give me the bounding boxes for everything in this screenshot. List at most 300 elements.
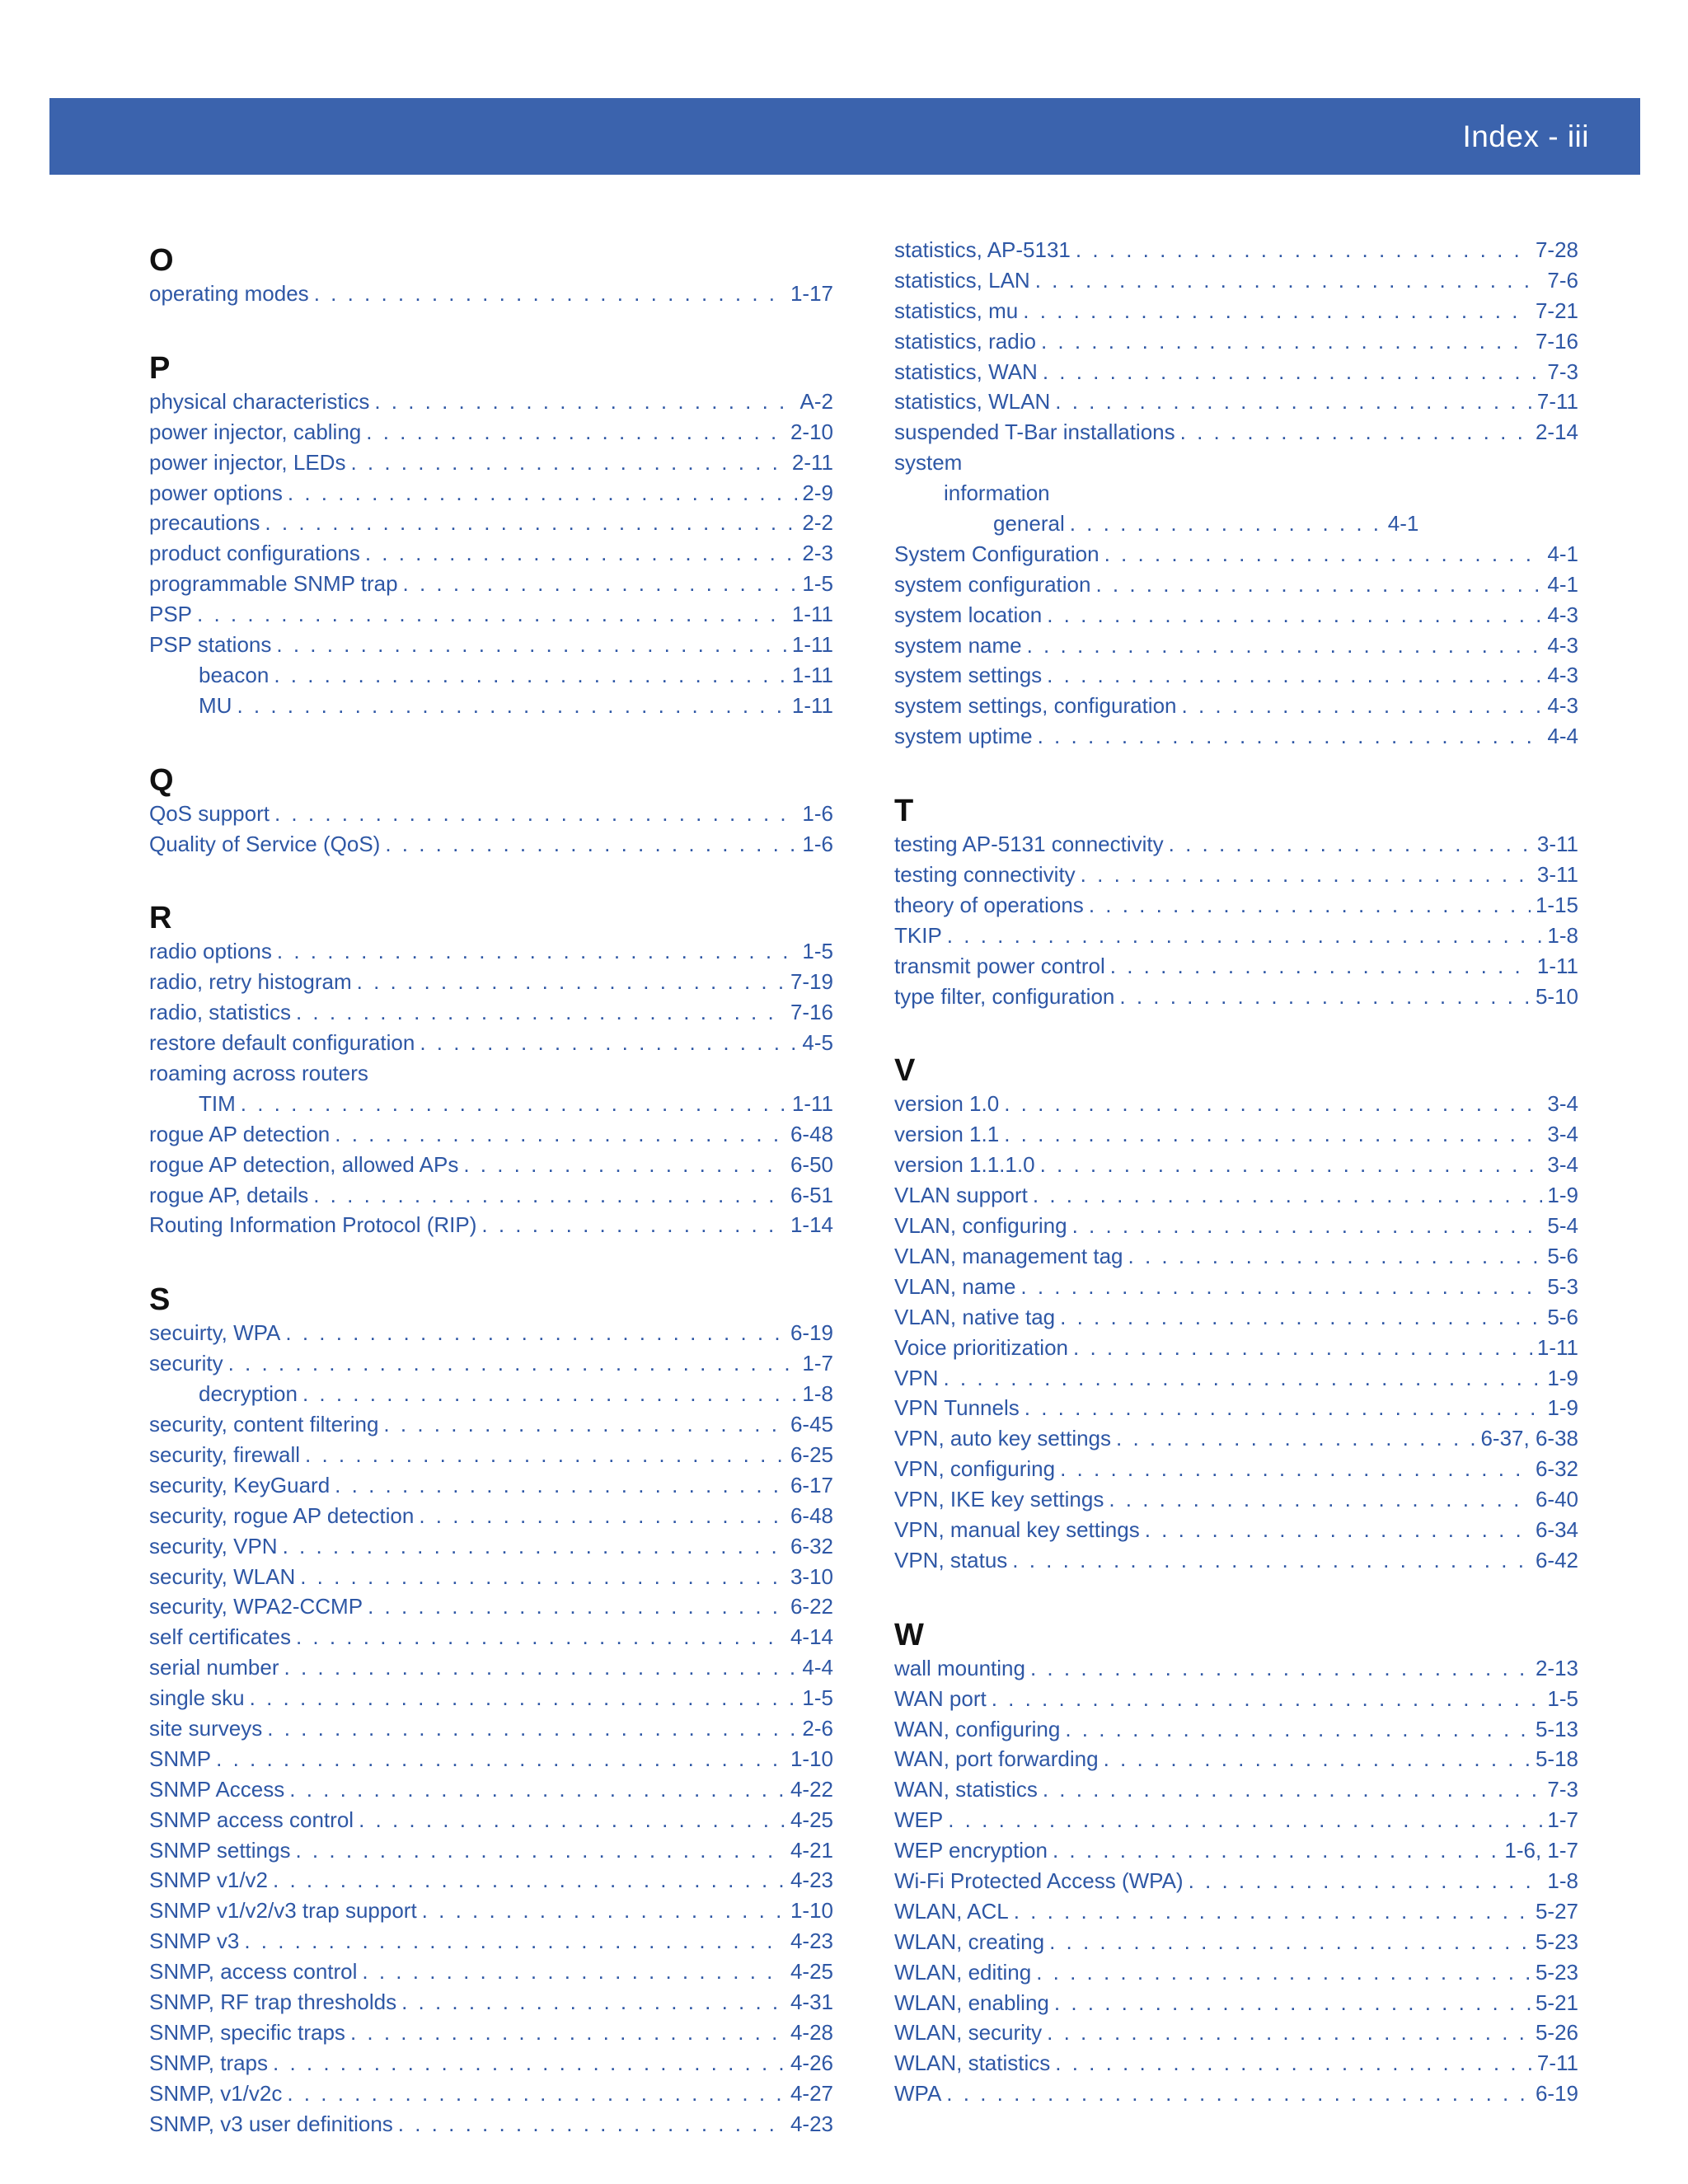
entry-page[interactable]: 4-1 [1547,571,1578,597]
index-entry[interactable] [149,630,833,660]
dot-leader [296,1622,785,1652]
entry-page[interactable]: 7-11 [1536,389,1578,415]
dot-leader [1047,2018,1531,2048]
index-entry[interactable] [149,1470,833,1501]
entry-page[interactable]: 1-15 [1535,892,1578,917]
entry-page[interactable]: 6-37, 6-38 [1480,1426,1578,1451]
index-entry[interactable] [894,600,1578,630]
index-entry[interactable] [894,509,1529,539]
index-entry[interactable] [894,1119,1578,1150]
index-entry[interactable] [149,936,833,967]
entry-page[interactable]: 1-7 [1547,1807,1578,1833]
entry-term: VPN, status [894,1547,1008,1572]
entry-page[interactable]: 6-25 [790,1441,833,1467]
entry-term: VPN, manual key settings [894,1516,1140,1542]
entry-page[interactable]: 1-14 [790,1212,833,1238]
entry-page[interactable]: 1-6, 1-7 [1504,1838,1578,1863]
entry-page[interactable]: 2-9 [802,480,833,505]
dot-leader [300,1562,785,1592]
entry-page[interactable]: 1-17 [790,281,833,306]
index-entry[interactable] [894,1866,1578,1896]
entry-page[interactable]: 5-6 [1547,1304,1578,1329]
entry-page[interactable]: 1-11 [1536,953,1578,978]
dot-leader [1004,1119,1542,1150]
dot-leader [948,1805,1542,1835]
index-entry[interactable] [894,1423,1578,1454]
entry-term: VPN, IKE key settings [894,1487,1104,1512]
index-entry[interactable] [149,2018,833,2048]
index-section [149,1274,833,2139]
index-entry[interactable] [894,417,1578,448]
index-entry[interactable] [894,1211,1578,1241]
entry-page[interactable]: 5-10 [1535,983,1578,1009]
entry-term: version 1.1.1.0 [894,1152,1035,1178]
entry-page[interactable]: 7-16 [790,1000,833,1025]
entry-term: statistics, LAN [894,267,1030,293]
entry-page[interactable]: 1-5 [1547,1685,1578,1711]
entry-term: SNMP v1/v2/v3 trap support [149,1898,417,1924]
index-entry[interactable] [149,538,833,569]
entry-page[interactable]: 1-11 [791,662,833,687]
dot-leader [250,1683,798,1713]
dot-leader [288,478,798,509]
index-entry[interactable] [149,691,833,721]
entry-page[interactable]: 4-3 [1547,602,1578,627]
index-entry[interactable] [894,951,1578,982]
entry-page[interactable]: 5-13 [1535,1716,1578,1741]
entry-page[interactable]: 1-9 [1547,1395,1578,1421]
index-column-left [149,235,833,2139]
entry-page[interactable]: 4-25 [790,1959,833,1985]
dot-leader [1145,1515,1531,1545]
index-entry[interactable] [894,235,1578,265]
dot-leader [289,1774,785,1805]
entry-term: physical characteristics [149,388,370,414]
index-entry[interactable] [149,1926,833,1957]
index-entry[interactable] [894,1988,1578,2018]
entry-page[interactable]: 6-19 [790,1320,833,1346]
entry-page[interactable]: 4-4 [802,1655,833,1680]
index-entry[interactable] [149,1348,833,1379]
index-entry[interactable] [149,2079,833,2109]
index-entry[interactable] [149,799,833,829]
dot-leader [267,1713,797,1744]
index-entry[interactable] [149,1652,833,1683]
entry-page[interactable]: 1-8 [1547,922,1578,948]
entry-page[interactable]: 4-14 [790,1624,833,1650]
entry-page[interactable]: 4-5 [802,1030,833,1056]
index-entry[interactable] [894,1927,1578,1957]
index-entry[interactable] [894,691,1578,721]
index-entry[interactable] [894,387,1578,417]
entry-page[interactable]: 7-21 [1535,298,1578,323]
entry-page[interactable]: 2-6 [802,1715,833,1741]
index-entry[interactable] [894,660,1578,691]
section-letter: Q [149,762,174,798]
index-entry[interactable] [894,1302,1578,1333]
entry-page[interactable]: 3-4 [1547,1091,1578,1117]
entry-page[interactable]: 1-8 [802,1381,833,1407]
entry-term: Wi-Fi Protected Access (WPA) [894,1868,1184,1893]
index-entry[interactable] [894,1653,1578,1684]
dot-leader [385,829,797,860]
entry-page[interactable]: 1-11 [1536,1334,1578,1360]
entry-page[interactable]: 2-10 [790,419,833,444]
entry-page[interactable]: 2-14 [1535,419,1578,445]
entry-page[interactable]: 1-10 [790,1898,833,1924]
entry-page[interactable]: 6-45 [790,1412,833,1437]
entry-page[interactable]: 1-9 [1547,1183,1578,1208]
dot-leader [1036,1957,1531,1988]
index-entry[interactable] [894,1393,1578,1423]
index-entry[interactable] [894,921,1578,951]
index-entry[interactable] [894,829,1578,860]
entry-term: decryption [199,1381,298,1407]
entry-page[interactable]: 1-5 [802,571,833,597]
entry-page[interactable]: A-2 [799,388,833,414]
dot-leader [305,1440,785,1470]
entry-page[interactable]: 3-4 [1547,1152,1578,1178]
section-letter: T [894,794,914,829]
entry-term: system [894,450,963,476]
section-letter: O [149,243,174,278]
index-entry[interactable] [149,478,833,509]
dot-leader [276,630,787,660]
section-letter: P [149,350,171,386]
dot-leader [1072,1211,1543,1241]
entry-page[interactable]: 3-4 [1547,1122,1578,1147]
entry-page[interactable]: 7-28 [1535,237,1578,262]
entry-page[interactable]: 3-10 [790,1563,833,1589]
entry-term: SNMP, traps [149,2050,269,2075]
entry-term: security, rogue AP detection [149,1502,415,1528]
entry-term: security, VPN [149,1533,278,1558]
dot-leader [228,1348,798,1379]
entry-page[interactable]: 6-48 [790,1502,833,1528]
entry-page[interactable]: 6-40 [1535,1487,1578,1512]
index-entry[interactable] [894,569,1578,600]
entry-term: Quality of Service (QoS) [149,831,381,856]
entry-page[interactable]: 4-1 [1547,541,1578,566]
entry-page[interactable]: 1-9 [1547,1365,1578,1390]
index-entry[interactable] [894,539,1578,569]
index-entry[interactable] [894,2048,1578,2079]
index-entry[interactable] [149,448,833,478]
entry-page[interactable]: 7-11 [1536,2050,1578,2076]
dot-leader [1043,1774,1543,1805]
dot-leader [1110,951,1532,982]
index-section [894,1610,1578,2109]
dot-leader [1020,1272,1542,1302]
index-entry[interactable] [149,1379,833,1409]
index-entry[interactable] [149,1622,833,1652]
index-entry[interactable] [149,829,833,860]
index-entry[interactable] [894,630,1578,661]
entry-page[interactable]: 4-28 [790,2019,833,2045]
entry-page[interactable]: 4-3 [1547,632,1578,658]
index-entry[interactable] [894,1545,1578,1576]
entry-term: WAN port [894,1685,987,1711]
index-entry[interactable] [149,997,833,1028]
entry-term: WLAN, security [894,2020,1043,2046]
index-entry[interactable] [894,1957,1578,1988]
index-entry[interactable] [149,1210,833,1240]
entry-page[interactable]: 4-4 [1547,724,1578,749]
entry-page[interactable]: 6-51 [790,1182,833,1207]
index-entry[interactable] [894,1150,1578,1180]
entry-page[interactable]: 2-11 [791,449,833,475]
entry-page[interactable]: 4-23 [790,2111,833,2136]
entry-page[interactable]: 6-42 [1535,1547,1578,1572]
entry-page[interactable]: 2-13 [1535,1655,1578,1680]
index-entry[interactable] [894,1835,1578,1866]
page-title: Index - iii [1462,120,1589,153]
entry-page[interactable]: 6-17 [790,1472,833,1497]
entry-term: security, WLAN [149,1563,296,1589]
entry-term: system location [894,602,1043,627]
dot-leader [1128,1241,1543,1272]
dot-leader [296,997,785,1028]
entry-term: transmit power control [894,953,1105,978]
entry-page[interactable]: 4-21 [790,1837,833,1863]
index-entry[interactable] [149,1591,833,1622]
entry-page[interactable]: 5-21 [1535,1990,1578,2015]
entry-term: security, firewall [149,1441,301,1467]
dot-leader [216,1744,785,1774]
dot-leader [1035,265,1543,296]
index-entry[interactable] [894,265,1578,296]
index-entry[interactable] [149,1713,833,1744]
index-column-right [894,235,1578,2109]
entry-page[interactable]: 7-19 [790,969,833,995]
index-entry[interactable] [149,1531,833,1562]
entry-page[interactable]: 1-11 [791,632,833,658]
entry-term: type filter, configuration [894,983,1115,1009]
entry-term: SNMP, v3 user definitions [149,2111,393,2136]
index-entry[interactable] [149,1409,833,1440]
entry-term: programmable SNMP trap [149,571,398,597]
entry-term: SNMP settings [149,1837,291,1863]
entry-term: System Configuration [894,541,1100,566]
entry-term: VLAN support [894,1183,1028,1208]
index-entry[interactable] [894,478,1578,509]
entry-page[interactable]: 1-6 [802,800,833,826]
entry-term: statistics, WLAN [894,389,1051,415]
entry-page[interactable]: 5-6 [1547,1243,1578,1268]
entry-page[interactable]: 7-6 [1547,267,1578,293]
index-entry[interactable] [149,1028,833,1058]
entry-page[interactable]: 1-6 [802,831,833,856]
index-entry[interactable] [894,1714,1578,1745]
entry-page[interactable]: 4-3 [1547,663,1578,688]
entry-term: testing AP-5131 connectivity [894,832,1164,857]
entry-term: version 1.0 [894,1091,1000,1117]
index-entry[interactable] [149,599,833,630]
entry-page[interactable]: 2-2 [802,510,833,536]
index-entry[interactable] [149,2109,833,2139]
index-entry[interactable] [894,296,1578,326]
index-entry[interactable] [894,1454,1578,1484]
index-entry[interactable] [894,1805,1578,1835]
index-entry[interactable] [894,448,1578,478]
index-entry[interactable] [149,1318,833,1348]
dot-leader [295,1835,785,1866]
entry-page[interactable]: 1-10 [790,1746,833,1771]
index-entry[interactable] [149,2048,833,2079]
index-entry[interactable] [894,2079,1578,2109]
entry-page[interactable]: 6-22 [790,1594,833,1619]
entry-term: VPN Tunnels [894,1395,1020,1421]
entry-page[interactable]: 5-27 [1535,1898,1578,1924]
index-entry[interactable] [894,1744,1578,1774]
section-letter: S [149,1282,171,1318]
index-entry[interactable] [149,1896,833,1926]
entry-page[interactable]: 1-5 [802,1685,833,1711]
entry-term: WLAN, creating [894,1929,1045,1954]
dot-leader [946,2079,1531,2109]
entry-page[interactable]: 2-3 [802,541,833,566]
dot-leader [357,967,785,997]
index-entry[interactable] [149,1501,833,1531]
index-entry[interactable] [894,982,1578,1012]
index-entry[interactable] [149,1180,833,1211]
entry-page[interactable]: 6-32 [1535,1456,1578,1482]
dot-leader [1027,630,1543,661]
index-entry[interactable] [149,1987,833,2018]
entry-term: system configuration [894,571,1091,597]
entry-page[interactable]: 6-50 [790,1151,833,1177]
index-entry[interactable] [149,1440,833,1470]
index-entry[interactable] [894,1515,1578,1545]
entry-page[interactable]: 1-11 [791,602,833,627]
entry-page[interactable]: 4-26 [790,2050,833,2075]
index-entry[interactable] [149,508,833,538]
index-entry[interactable] [149,1089,833,1119]
entry-page[interactable]: 5-18 [1535,1746,1578,1772]
dot-leader [1116,1423,1475,1454]
index-entry[interactable] [894,326,1578,357]
entry-page[interactable]: 1-7 [802,1351,833,1376]
index-entry[interactable] [894,1684,1578,1714]
entry-page[interactable]: 4-22 [790,1776,833,1802]
entry-page[interactable]: 7-3 [1547,359,1578,384]
index-entry[interactable] [149,417,833,448]
index-entry[interactable] [894,890,1578,921]
index-entry[interactable] [149,1150,833,1180]
index-entry[interactable] [149,660,833,691]
entry-page[interactable]: 5-23 [1535,1929,1578,1954]
index-entry[interactable] [149,1957,833,1987]
dot-leader [1081,860,1532,890]
entry-page[interactable]: 7-16 [1535,328,1578,354]
entry-page[interactable]: 1-5 [802,939,833,964]
entry-page[interactable]: 4-1 [1387,511,1419,537]
entry-term: version 1.1 [894,1122,1000,1147]
entry-page[interactable]: 4-31 [790,1989,833,2014]
entry-page[interactable]: 3-11 [1536,832,1578,857]
entry-term: SNMP, specific traps [149,2019,345,2045]
entry-page[interactable]: 4-25 [790,1807,833,1832]
index-entry[interactable] [149,1805,833,1835]
entry-page[interactable]: 6-34 [1535,1516,1578,1542]
index-entry[interactable] [149,569,833,599]
dot-leader [1070,509,1383,539]
index-entry[interactable] [149,967,833,997]
entry-term: statistics, AP-5131 [894,237,1071,262]
dot-leader [1189,1866,1543,1896]
index-entry[interactable] [149,1058,833,1089]
index-entry[interactable] [149,1562,833,1592]
entry-term: rogue AP detection, allowed APs [149,1151,459,1177]
entry-term: restore default configuration [149,1030,415,1056]
entry-term: security, WPA2-CCMP [149,1594,363,1619]
entry-page[interactable]: 4-23 [790,1868,833,1893]
entry-page[interactable]: 5-26 [1535,2020,1578,2046]
dot-leader [273,1865,785,1896]
entry-term: WEP [894,1807,944,1833]
entry-page[interactable]: 6-32 [790,1533,833,1558]
index-entry[interactable] [894,1241,1578,1272]
dot-leader [481,1210,785,1240]
dot-leader [1038,721,1543,752]
entry-page[interactable]: 4-23 [790,1929,833,1954]
dot-leader [1109,1484,1531,1515]
dot-leader [1033,1180,1543,1211]
index-entry[interactable] [894,1896,1578,1927]
entry-page[interactable]: 1-11 [791,692,833,718]
index-entry[interactable] [894,357,1578,387]
index-entry[interactable] [149,1774,833,1805]
entry-page[interactable]: 6-48 [790,1121,833,1146]
index-entry[interactable] [894,721,1578,752]
index-entry[interactable] [894,1089,1578,1119]
index-entry[interactable] [894,1333,1578,1363]
section-letter: R [149,901,172,936]
dot-leader [943,1363,1542,1394]
entry-page[interactable]: 3-11 [1536,862,1578,888]
index-entry[interactable] [894,2018,1578,2048]
entry-page[interactable]: 7-3 [1547,1777,1578,1802]
index-entry[interactable] [149,387,833,417]
dot-leader [398,2109,785,2139]
entry-page[interactable]: 4-3 [1547,693,1578,719]
entry-page[interactable]: 1-11 [791,1090,833,1116]
index-section [149,893,833,1240]
index-entry[interactable] [894,1180,1578,1211]
entry-page[interactable]: 5-3 [1547,1273,1578,1299]
index-entry[interactable] [149,279,833,309]
index-entry[interactable] [149,1683,833,1713]
entry-page[interactable]: 5-4 [1547,1213,1578,1239]
entry-page[interactable]: 6-19 [1535,2081,1578,2107]
dot-leader [1054,1988,1531,2018]
index-entry[interactable] [894,1272,1578,1302]
dot-leader [1025,1393,1543,1423]
entry-page[interactable]: 4-27 [790,2080,833,2106]
entry-page[interactable]: 5-23 [1535,1959,1578,1985]
dot-leader [420,1028,797,1058]
entry-page[interactable]: 1-8 [1547,1868,1578,1893]
index-entry[interactable] [149,1119,833,1150]
dot-leader [422,1896,785,1926]
index-entry[interactable] [894,860,1578,890]
index-entry[interactable] [149,1865,833,1896]
index-entry[interactable] [894,1363,1578,1394]
index-entry[interactable] [149,1835,833,1866]
index-entry[interactable] [894,1774,1578,1805]
index-entry[interactable] [149,1744,833,1774]
index-entry[interactable] [894,1484,1578,1515]
